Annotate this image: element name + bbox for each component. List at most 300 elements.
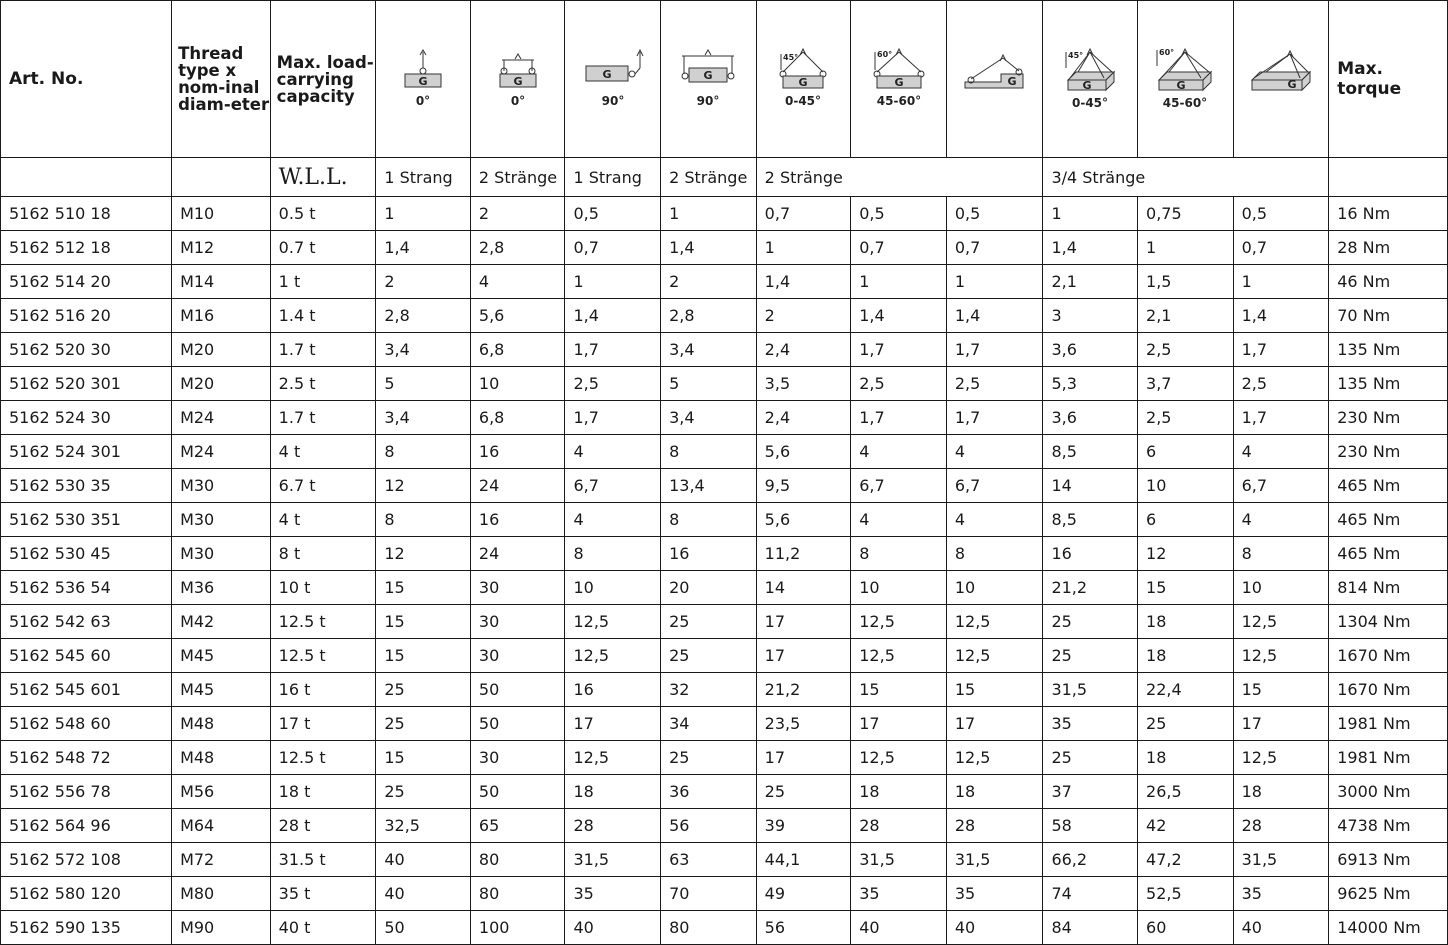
cell-c1: 25 (376, 673, 471, 707)
cell-c3: 12,5 (565, 639, 661, 673)
cell-c1: 12 (376, 537, 471, 571)
cell-art-no: 5162 516 20 (1, 299, 172, 333)
cell-c6: 28 (851, 809, 947, 843)
cell-c6: 1,4 (851, 299, 947, 333)
subheader-one-strand: 1 Strang (376, 158, 471, 197)
cell-c8: 25 (1043, 605, 1138, 639)
cell-c3: 1 (565, 265, 661, 299)
cell-art-no: 5162 545 60 (1, 639, 172, 673)
cell-c6: 40 (851, 911, 947, 945)
cell-thread: M16 (172, 299, 271, 333)
table-row (1, 605, 1448, 639)
cell-c2: 80 (470, 843, 565, 877)
cell-c7: 18 (946, 775, 1043, 809)
cell-capacity: 1.7 t (270, 401, 376, 435)
cell-c8: 3,6 (1043, 401, 1138, 435)
cell-capacity: 28 t (270, 809, 376, 843)
cell-torque: 4738 Nm (1329, 809, 1448, 843)
cell-c4: 56 (661, 809, 757, 843)
single-leg-side-pull-icon (565, 1, 661, 158)
cell-c7: 1 (946, 265, 1043, 299)
cell-c8: 3,6 (1043, 333, 1138, 367)
cell-c10: 1,7 (1233, 333, 1329, 367)
cell-torque: 28 Nm (1329, 231, 1448, 265)
cell-c8: 25 (1043, 639, 1138, 673)
cell-c3: 2,5 (565, 367, 661, 401)
cell-c3: 1,7 (565, 333, 661, 367)
table-row (1, 741, 1448, 775)
cell-c8: 74 (1043, 877, 1138, 911)
cell-c5: 14 (756, 571, 851, 605)
cell-c2: 100 (470, 911, 565, 945)
cell-c5: 49 (756, 877, 851, 911)
cell-c6: 6,7 (851, 469, 947, 503)
cell-c5: 23,5 (756, 707, 851, 741)
header-capacity: Max. load-carrying capacity (270, 1, 376, 158)
cell-c4: 1,4 (661, 231, 757, 265)
cell-c4: 80 (661, 911, 757, 945)
cell-c6: 1 (851, 265, 947, 299)
cell-capacity: 18 t (270, 775, 376, 809)
cell-c6: 31,5 (851, 843, 947, 877)
header-thread: Thread type x nom-inal diam-eter (172, 1, 271, 158)
cell-c2: 6,8 (470, 333, 565, 367)
cell-c5: 3,5 (756, 367, 851, 401)
cell-torque: 1981 Nm (1329, 741, 1448, 775)
cell-c9: 2,5 (1138, 401, 1234, 435)
cell-c2: 50 (470, 775, 565, 809)
cell-c7: 12,5 (946, 605, 1043, 639)
cell-c10: 12,5 (1233, 741, 1329, 775)
cell-c4: 3,4 (661, 401, 757, 435)
table-row (1, 435, 1448, 469)
cell-capacity: 17 t (270, 707, 376, 741)
two-leg-angle-0-45-icon (756, 1, 851, 158)
cell-c10: 1 (1233, 265, 1329, 299)
subheader-two-strands-group: 2 Stränge (756, 158, 1043, 197)
cell-torque: 465 Nm (1329, 537, 1448, 571)
cell-c7: 4 (946, 503, 1043, 537)
cell-torque: 3000 Nm (1329, 775, 1448, 809)
cell-c9: 10 (1138, 469, 1234, 503)
cell-art-no: 5162 524 30 (1, 401, 172, 435)
cell-c4: 34 (661, 707, 757, 741)
table-row (1, 877, 1448, 911)
cell-c6: 4 (851, 435, 947, 469)
cell-c3: 1,4 (565, 299, 661, 333)
cell-art-no: 5162 556 78 (1, 775, 172, 809)
cell-art-no: 5162 564 96 (1, 809, 172, 843)
cell-c5: 2,4 (756, 401, 851, 435)
cell-thread: M24 (172, 435, 271, 469)
subheader-wll: W.L.L. (270, 158, 376, 197)
cell-c4: 2 (661, 265, 757, 299)
cell-torque: 465 Nm (1329, 469, 1448, 503)
cell-c6: 12,5 (851, 605, 947, 639)
cell-c6: 10 (851, 571, 947, 605)
cell-thread: M42 (172, 605, 271, 639)
cell-c5: 1 (756, 231, 851, 265)
cell-capacity: 1 t (270, 265, 376, 299)
cell-c3: 10 (565, 571, 661, 605)
svg-text:G: G (1082, 79, 1092, 92)
cell-torque: 135 Nm (1329, 367, 1448, 401)
cell-c9: 6 (1138, 435, 1234, 469)
cell-c5: 1,4 (756, 265, 851, 299)
table-row (1, 707, 1448, 741)
cell-c5: 2,4 (756, 333, 851, 367)
svg-text:G: G (1287, 78, 1297, 91)
cell-c9: 0,75 (1138, 197, 1234, 231)
cell-c9: 1 (1138, 231, 1234, 265)
svg-text:0°: 0° (415, 94, 431, 108)
two-leg-asymmetric-icon (946, 1, 1043, 158)
cell-c8: 2,1 (1043, 265, 1138, 299)
subheader-two-strands-side: 2 Stränge (661, 158, 757, 197)
cell-torque: 230 Nm (1329, 401, 1448, 435)
cell-c10: 0,7 (1233, 231, 1329, 265)
cell-c6: 35 (851, 877, 947, 911)
cell-c7: 12,5 (946, 741, 1043, 775)
cell-c3: 18 (565, 775, 661, 809)
cell-c10: 2,5 (1233, 367, 1329, 401)
cell-c1: 40 (376, 843, 471, 877)
cell-capacity: 35 t (270, 877, 376, 911)
cell-c3: 35 (565, 877, 661, 911)
cell-c8: 16 (1043, 537, 1138, 571)
cell-c1: 25 (376, 707, 471, 741)
cell-thread: M56 (172, 775, 271, 809)
cell-c10: 12,5 (1233, 605, 1329, 639)
cell-c9: 12 (1138, 537, 1234, 571)
cell-c8: 14 (1043, 469, 1138, 503)
cell-c5: 44,1 (756, 843, 851, 877)
cell-torque: 465 Nm (1329, 503, 1448, 537)
cell-c4: 8 (661, 435, 757, 469)
cell-c4: 25 (661, 639, 757, 673)
cell-c7: 35 (946, 877, 1043, 911)
cell-thread: M90 (172, 911, 271, 945)
cell-capacity: 40 t (270, 911, 376, 945)
single-leg-vertical-icon (376, 1, 471, 158)
cell-c5: 56 (756, 911, 851, 945)
cell-c1: 15 (376, 741, 471, 775)
cell-c7: 1,7 (946, 333, 1043, 367)
cell-art-no: 5162 530 351 (1, 503, 172, 537)
cell-c6: 2,5 (851, 367, 947, 401)
table-row (1, 469, 1448, 503)
cell-c9: 52,5 (1138, 877, 1234, 911)
cell-thread: M64 (172, 809, 271, 843)
cell-art-no: 5162 530 45 (1, 537, 172, 571)
cell-c4: 25 (661, 605, 757, 639)
cell-c2: 50 (470, 673, 565, 707)
cell-c9: 3,7 (1138, 367, 1234, 401)
header-row (1, 1, 1448, 158)
cell-torque: 135 Nm (1329, 333, 1448, 367)
cell-c6: 15 (851, 673, 947, 707)
cell-c9: 22,4 (1138, 673, 1234, 707)
subheader-empty-2 (172, 158, 271, 197)
cell-c9: 2,1 (1138, 299, 1234, 333)
cell-c10: 31,5 (1233, 843, 1329, 877)
cell-c7: 12,5 (946, 639, 1043, 673)
cell-thread: M24 (172, 401, 271, 435)
cell-c1: 1 (376, 197, 471, 231)
svg-text:G: G (513, 75, 523, 88)
cell-c5: 11,2 (756, 537, 851, 571)
cell-c2: 30 (470, 605, 565, 639)
svg-text:45°: 45° (1068, 51, 1084, 60)
table-row (1, 911, 1448, 945)
svg-text:45°: 45° (783, 53, 799, 62)
cell-c10: 1,4 (1233, 299, 1329, 333)
cell-c1: 25 (376, 775, 471, 809)
table-row (1, 299, 1448, 333)
cell-c4: 63 (661, 843, 757, 877)
cell-thread: M12 (172, 231, 271, 265)
subheader-empty-torque (1329, 158, 1448, 197)
svg-text:90°: 90° (601, 94, 625, 108)
cell-torque: 1981 Nm (1329, 707, 1448, 741)
cell-c2: 6,8 (470, 401, 565, 435)
cell-thread: M30 (172, 469, 271, 503)
cell-c5: 0,7 (756, 197, 851, 231)
cell-c10: 18 (1233, 775, 1329, 809)
cell-thread: M14 (172, 265, 271, 299)
cell-c9: 18 (1138, 605, 1234, 639)
cell-art-no: 5162 580 120 (1, 877, 172, 911)
cell-c9: 25 (1138, 707, 1234, 741)
cell-c2: 24 (470, 537, 565, 571)
cell-c6: 17 (851, 707, 947, 741)
cell-c2: 65 (470, 809, 565, 843)
cell-c2: 16 (470, 435, 565, 469)
cell-c10: 8 (1233, 537, 1329, 571)
cell-capacity: 12.5 t (270, 605, 376, 639)
svg-text:0°: 0° (510, 94, 525, 108)
cell-c1: 3,4 (376, 333, 471, 367)
cell-c10: 0,5 (1233, 197, 1329, 231)
cell-c2: 2,8 (470, 231, 565, 265)
cell-c2: 4 (470, 265, 565, 299)
cell-c2: 10 (470, 367, 565, 401)
cell-art-no: 5162 520 301 (1, 367, 172, 401)
cell-c9: 26,5 (1138, 775, 1234, 809)
cell-torque: 1304 Nm (1329, 605, 1448, 639)
table-body (1, 197, 1448, 945)
cell-c8: 31,5 (1043, 673, 1138, 707)
cell-c2: 24 (470, 469, 565, 503)
cell-c2: 50 (470, 707, 565, 741)
cell-thread: M45 (172, 639, 271, 673)
cell-c5: 25 (756, 775, 851, 809)
cell-c5: 17 (756, 605, 851, 639)
cell-torque: 14000 Nm (1329, 911, 1448, 945)
cell-torque: 1670 Nm (1329, 673, 1448, 707)
svg-text:G: G (894, 76, 904, 89)
cell-c1: 8 (376, 503, 471, 537)
cell-c4: 2,8 (661, 299, 757, 333)
table-row (1, 673, 1448, 707)
svg-text:60°: 60° (876, 50, 892, 59)
table-row (1, 537, 1448, 571)
cell-c10: 28 (1233, 809, 1329, 843)
svg-text:90°: 90° (697, 94, 720, 108)
cell-thread: M45 (172, 673, 271, 707)
cell-c8: 21,2 (1043, 571, 1138, 605)
svg-text:G: G (1007, 75, 1017, 88)
cell-c2: 80 (470, 877, 565, 911)
cell-art-no: 5162 572 108 (1, 843, 172, 877)
cell-c10: 17 (1233, 707, 1329, 741)
cell-capacity: 0.7 t (270, 231, 376, 265)
cell-capacity: 0.5 t (270, 197, 376, 231)
cell-thread: M48 (172, 707, 271, 741)
cell-c6: 12,5 (851, 741, 947, 775)
svg-text:60°: 60° (1159, 48, 1175, 57)
cell-thread: M72 (172, 843, 271, 877)
cell-c5: 5,6 (756, 435, 851, 469)
table-row (1, 231, 1448, 265)
cell-c10: 4 (1233, 503, 1329, 537)
cell-c2: 30 (470, 639, 565, 673)
cell-c1: 12 (376, 469, 471, 503)
cell-c4: 70 (661, 877, 757, 911)
cell-c5: 39 (756, 809, 851, 843)
cell-c3: 4 (565, 503, 661, 537)
cell-art-no: 5162 548 72 (1, 741, 172, 775)
cell-art-no: 5162 524 301 (1, 435, 172, 469)
cell-c10: 15 (1233, 673, 1329, 707)
cell-c7: 1,4 (946, 299, 1043, 333)
cell-c1: 5 (376, 367, 471, 401)
cell-c2: 30 (470, 571, 565, 605)
cell-c6: 1,7 (851, 333, 947, 367)
cell-c7: 15 (946, 673, 1043, 707)
cell-capacity: 1.7 t (270, 333, 376, 367)
cell-torque: 6913 Nm (1329, 843, 1448, 877)
cell-c5: 5,6 (756, 503, 851, 537)
cell-art-no: 5162 536 54 (1, 571, 172, 605)
cell-c7: 4 (946, 435, 1043, 469)
cell-art-no: 5162 590 135 (1, 911, 172, 945)
table-row (1, 197, 1448, 231)
table-row (1, 367, 1448, 401)
cell-c1: 15 (376, 639, 471, 673)
subheader-empty-1 (1, 158, 172, 197)
cell-torque: 230 Nm (1329, 435, 1448, 469)
cell-c2: 16 (470, 503, 565, 537)
cell-c4: 1 (661, 197, 757, 231)
cell-c10: 6,7 (1233, 469, 1329, 503)
cell-c6: 8 (851, 537, 947, 571)
cell-capacity: 1.4 t (270, 299, 376, 333)
cell-c9: 6 (1138, 503, 1234, 537)
cell-c3: 16 (565, 673, 661, 707)
cell-torque: 1670 Nm (1329, 639, 1448, 673)
cell-c7: 28 (946, 809, 1043, 843)
cell-capacity: 4 t (270, 503, 376, 537)
cell-art-no: 5162 512 18 (1, 231, 172, 265)
cell-c7: 0,5 (946, 197, 1043, 231)
cell-art-no: 5162 545 601 (1, 673, 172, 707)
cell-art-no: 5162 542 63 (1, 605, 172, 639)
cell-capacity: 6.7 t (270, 469, 376, 503)
table-row (1, 809, 1448, 843)
svg-text:G: G (1176, 79, 1186, 92)
cell-c1: 2,8 (376, 299, 471, 333)
cell-c2: 2 (470, 197, 565, 231)
cell-c7: 6,7 (946, 469, 1043, 503)
cell-capacity: 2.5 t (270, 367, 376, 401)
cell-torque: 814 Nm (1329, 571, 1448, 605)
cell-c8: 1 (1043, 197, 1138, 231)
cell-torque: 70 Nm (1329, 299, 1448, 333)
cell-c10: 40 (1233, 911, 1329, 945)
svg-text:G: G (798, 76, 808, 89)
svg-text:G: G (418, 75, 428, 88)
header-art-no: Art. No. (1, 1, 172, 158)
cell-c9: 1,5 (1138, 265, 1234, 299)
cell-thread: M20 (172, 333, 271, 367)
cell-c7: 31,5 (946, 843, 1043, 877)
cell-c3: 4 (565, 435, 661, 469)
cell-art-no: 5162 548 60 (1, 707, 172, 741)
table-row (1, 843, 1448, 877)
svg-text:45-60°: 45-60° (876, 94, 921, 108)
cell-c10: 1,7 (1233, 401, 1329, 435)
cell-c8: 35 (1043, 707, 1138, 741)
cell-art-no: 5162 520 30 (1, 333, 172, 367)
table-row (1, 639, 1448, 673)
multi-leg-angle-0-45-icon (1043, 1, 1138, 158)
cell-c6: 0,7 (851, 231, 947, 265)
cell-capacity: 10 t (270, 571, 376, 605)
cell-capacity: 12.5 t (270, 741, 376, 775)
cell-art-no: 5162 530 35 (1, 469, 172, 503)
cell-c4: 16 (661, 537, 757, 571)
header-torque: Max. torque (1329, 1, 1448, 158)
table-row (1, 333, 1448, 367)
cell-torque: 16 Nm (1329, 197, 1448, 231)
cell-c1: 32,5 (376, 809, 471, 843)
cell-capacity: 12.5 t (270, 639, 376, 673)
cell-c9: 42 (1138, 809, 1234, 843)
cell-c8: 1,4 (1043, 231, 1138, 265)
cell-thread: M10 (172, 197, 271, 231)
cell-art-no: 5162 514 20 (1, 265, 172, 299)
cell-c8: 3 (1043, 299, 1138, 333)
cell-c4: 32 (661, 673, 757, 707)
subheader-one-strand-side: 1 Strang (565, 158, 661, 197)
cell-capacity: 31.5 t (270, 843, 376, 877)
cell-c9: 18 (1138, 639, 1234, 673)
cell-c7: 2,5 (946, 367, 1043, 401)
cell-c1: 3,4 (376, 401, 471, 435)
cell-torque: 46 Nm (1329, 265, 1448, 299)
cell-c4: 8 (661, 503, 757, 537)
cell-art-no: 5162 510 18 (1, 197, 172, 231)
cell-c2: 30 (470, 741, 565, 775)
cell-capacity: 8 t (270, 537, 376, 571)
cell-c3: 12,5 (565, 605, 661, 639)
cell-c10: 10 (1233, 571, 1329, 605)
cell-c4: 25 (661, 741, 757, 775)
two-leg-vertical-icon (470, 1, 565, 158)
cell-c5: 21,2 (756, 673, 851, 707)
cell-c7: 40 (946, 911, 1043, 945)
